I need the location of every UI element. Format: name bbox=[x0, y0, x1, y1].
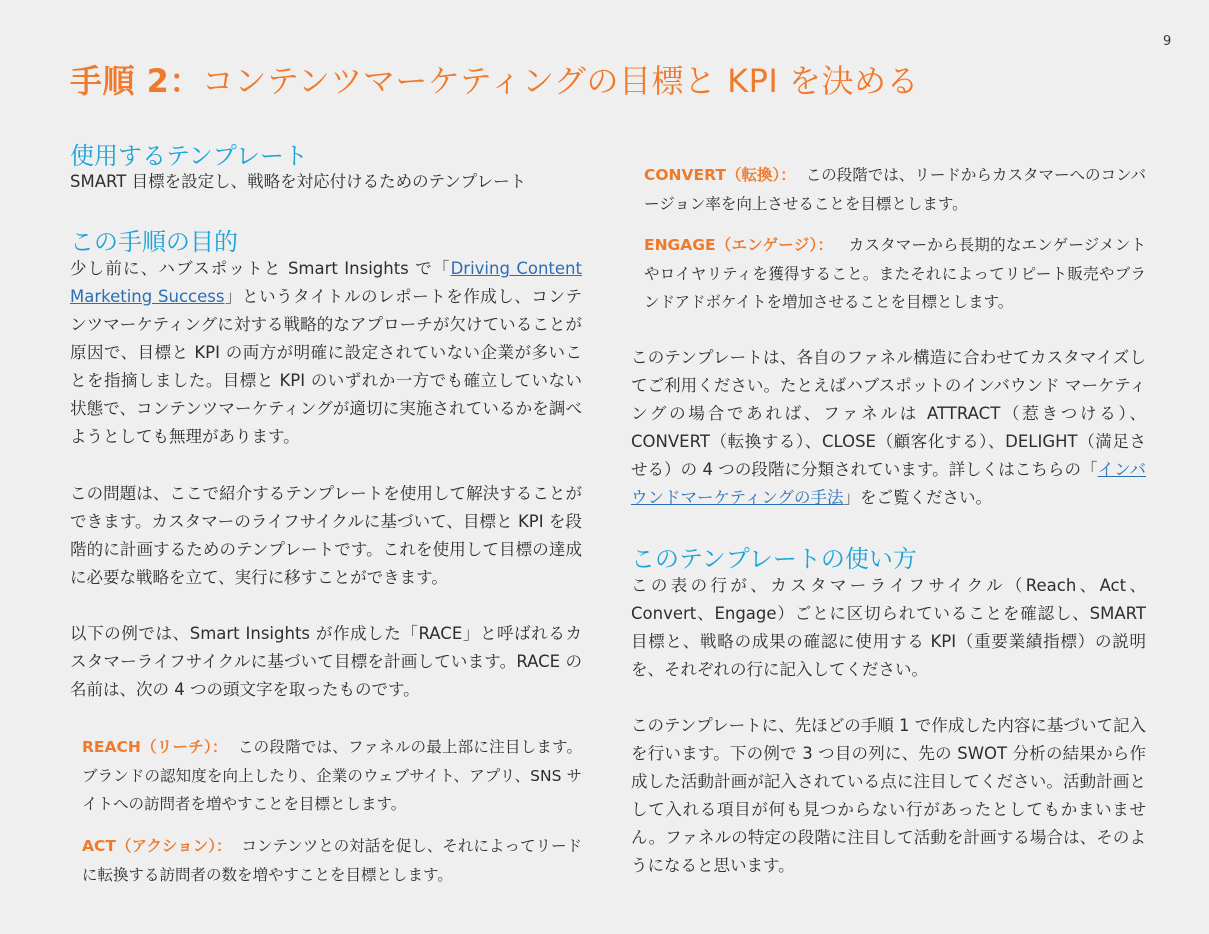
reach-text: この段階では、ファネルの最上部に注目します。ブランドの認知度を向上したり、企業のウェブサイト、アプリ、SNS サイトへの訪問者を増やすことを目標とします。 bbox=[82, 738, 582, 813]
customize-paragraph bbox=[631, 344, 1146, 512]
usage-heading: このテンプレートの使い方 bbox=[631, 545, 917, 573]
convert-label: CONVERT（転換）： bbox=[644, 166, 796, 184]
convert-text: この段階では、リードからカスタマーへのコンバージョン率を向上させることを目標とします。 bbox=[644, 166, 1147, 213]
reach-label: REACH（リーチ）： bbox=[82, 738, 228, 756]
p4-text-after: 」をご覧ください。 bbox=[843, 488, 993, 507]
p1-text-before: 少し前に、ハブスポットと Smart Insights で「 bbox=[70, 259, 451, 278]
engage-text: カスタマーから長期的なエンゲージメントやロイヤリティを獲得すること。またそれによってリピート販売やブランドアドボケイトを増加させることを目標とします。 bbox=[644, 236, 1146, 311]
usage-paragraph-1: この表の行が、カスタマーライフサイクル（Reach、Act、Convert、Engage）ごとに区切られていることを確認し、SMART 目標と、戦略の成果の確認に使用する KPI（重要業績指標）の説明を、それぞれの行に記入してください。 bbox=[631, 576, 1146, 679]
engage-label: ENGAGE（エンゲージ）： bbox=[644, 236, 834, 254]
reach-stage bbox=[82, 733, 582, 819]
title-step: 手順 2： bbox=[70, 62, 202, 100]
act-label: ACT（アクション）： bbox=[82, 837, 232, 855]
inbound-method-link[interactable]: インバウンドマーケティングの手法 bbox=[631, 460, 1146, 507]
convert-stage bbox=[644, 161, 1146, 218]
title-text: コンテンツマーケティングの目標と KPI を決める bbox=[201, 62, 920, 100]
p4-text-before: このテンプレートは、各自のファネル構造に合わせてカスタマイズしてご利用ください。たとえばハブスポットのインバウンド マーケティングの場合であれば、ファネルは ATTRACT（惹きつける）、CONVERT（転換する）、CLOSE（顧客化する）、DELIGHT（満足させる）の 4 つの段階に分類されています。詳しくはこちらの「 bbox=[631, 348, 1146, 479]
act-text: コンテンツとの対話を促し、それによってリードに転換する訪問者の数を増やすことを目標とします。 bbox=[82, 837, 582, 884]
page-title bbox=[70, 56, 919, 102]
template-description: SMART 目標を設定し、戦略を対応付けるためのテンプレート bbox=[70, 172, 527, 191]
purpose-paragraph-2: この問題は、ここで紹介するテンプレートを使用して解決することができます。カスタマーのライフサイクルに基づいて、目標と KPI を段階的に計画するためのテンプレートです。これを使用して目標の達成に必要な戦略を立て、実行に移すことができます。 bbox=[70, 484, 582, 587]
page-number: 9 bbox=[1163, 34, 1172, 49]
report-link[interactable]: Driving Content Marketing Success bbox=[70, 259, 582, 306]
act-stage bbox=[82, 832, 582, 889]
engage-stage bbox=[644, 231, 1146, 317]
purpose-heading: この手順の目的 bbox=[70, 228, 238, 256]
p1-text-after: 」というタイトルのレポートを作成し、コンテンツマーケティングに対する戦略的なアプローチが欠けていることが原因で、目標と KPI の両方が明確に設定されていない企業が多いことを指摘しました。目標と KPI のいずれか一方でも確立していない状態で、コンテンツマーケティングが適切に実施されているかを調べようとしても無理があります。 bbox=[70, 287, 583, 446]
purpose-paragraph-1 bbox=[70, 255, 582, 451]
purpose-paragraph-3: 以下の例では、Smart Insights が作成した「RACE」と呼ばれるカスタマーライフサイクルに基づいて目標を計画しています。RACE の名前は、次の 4 つの頭文字を取ったものです。 bbox=[70, 624, 582, 699]
template-heading: 使用するテンプレート bbox=[70, 142, 308, 170]
usage-paragraph-2: このテンプレートに、先ほどの手順 1 で作成した内容に基づいて記入を行います。下の例で 3 つ目の列に、先の SWOT 分析の結果から作成した活動計画が記入されている点に注目してください。活動計画として入れる項目が何も見つからない行があったとしてもかまいません。ファネルの特定の段階に注目して活動を計画する場合は、そのようになると思います。 bbox=[631, 716, 1146, 875]
